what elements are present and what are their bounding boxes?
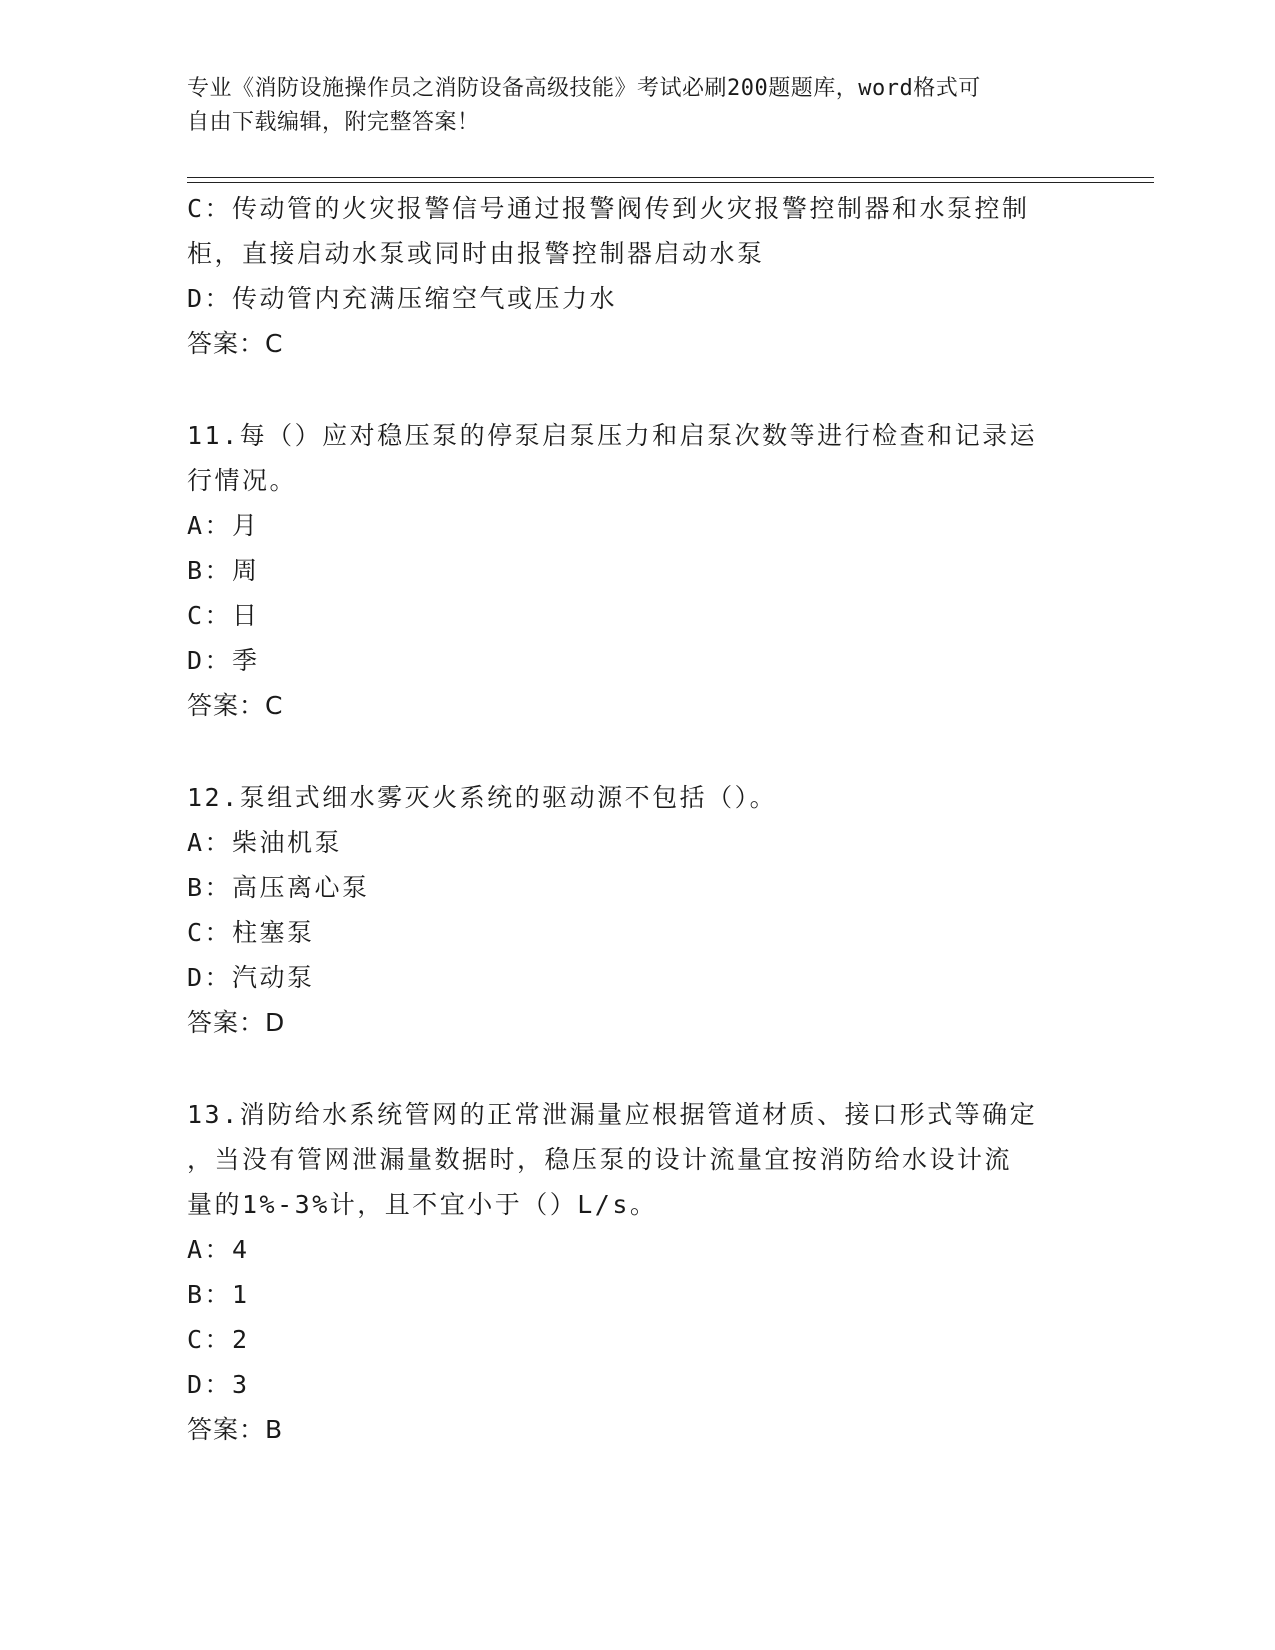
- header-divider-top: [187, 177, 1154, 178]
- option-c-line-2: 柜，直接启动水泵或同时由报警控制器启动水泵: [187, 239, 765, 268]
- option-c: C：2: [187, 1325, 250, 1354]
- option-a: A：月: [187, 511, 260, 540]
- option-d: D：3: [187, 1370, 250, 1399]
- answer: 答案：D: [187, 1008, 286, 1037]
- option-a: A：4: [187, 1235, 250, 1264]
- question-stem-line-3: 量的1%-3%计，且不宜小于（）L/s。: [187, 1190, 658, 1219]
- question-stem-line-1: 11.每（）应对稳压泵的停泵启泵压力和启泵次数等进行检查和记录运: [187, 421, 1038, 450]
- question-13: [187, 1092, 1087, 1452]
- question-list: [187, 186, 1087, 1452]
- question-stem-line-1: 13.消防给水系统管网的正常泄漏量应根据管道材质、接口形式等确定: [187, 1100, 1038, 1129]
- question-11: [187, 413, 1087, 728]
- answer: 答案：B: [187, 1415, 284, 1444]
- header-line-2: 自由下载编辑，附完整答案！: [187, 110, 480, 135]
- answer: 答案：C: [187, 691, 284, 720]
- option-c: C：柱塞泵: [187, 918, 315, 947]
- option-c: C：日: [187, 601, 260, 630]
- question-stem-line-2: 行情况。: [187, 466, 298, 495]
- answer: 答案：C: [187, 329, 284, 358]
- option-a: A：柴油机泵: [187, 828, 343, 857]
- spacer: [187, 728, 1087, 775]
- document-header: [187, 72, 1067, 140]
- option-d: D：汽动泵: [187, 963, 315, 992]
- header-divider-bottom: [187, 182, 1154, 183]
- question-stem-line-1: 12.泵组式细水雾灭火系统的驱动源不包括（）。: [187, 783, 778, 812]
- question-stem-line-2: ，当没有管网泄漏量数据时，稳压泵的设计流量宜按消防给水设计流: [187, 1145, 1013, 1174]
- header-line-1: 专业《消防设施操作员之消防设备高级技能》考试必刷200题题库，word格式可: [187, 76, 981, 101]
- spacer: [187, 1045, 1087, 1092]
- option-b: B：高压离心泵: [187, 873, 370, 902]
- question-12: [187, 775, 1087, 1045]
- spacer: [187, 366, 1087, 413]
- option-b: B：1: [187, 1280, 250, 1309]
- option-b: B：周: [187, 556, 260, 585]
- option-c-line-1: C：传动管的火灾报警信号通过报警阀传到火灾报警控制器和水泵控制: [187, 194, 1030, 223]
- option-d: D：季: [187, 646, 260, 675]
- prev-question-block: [187, 186, 1087, 366]
- option-d: D：传动管内充满压缩空气或压力水: [187, 284, 618, 313]
